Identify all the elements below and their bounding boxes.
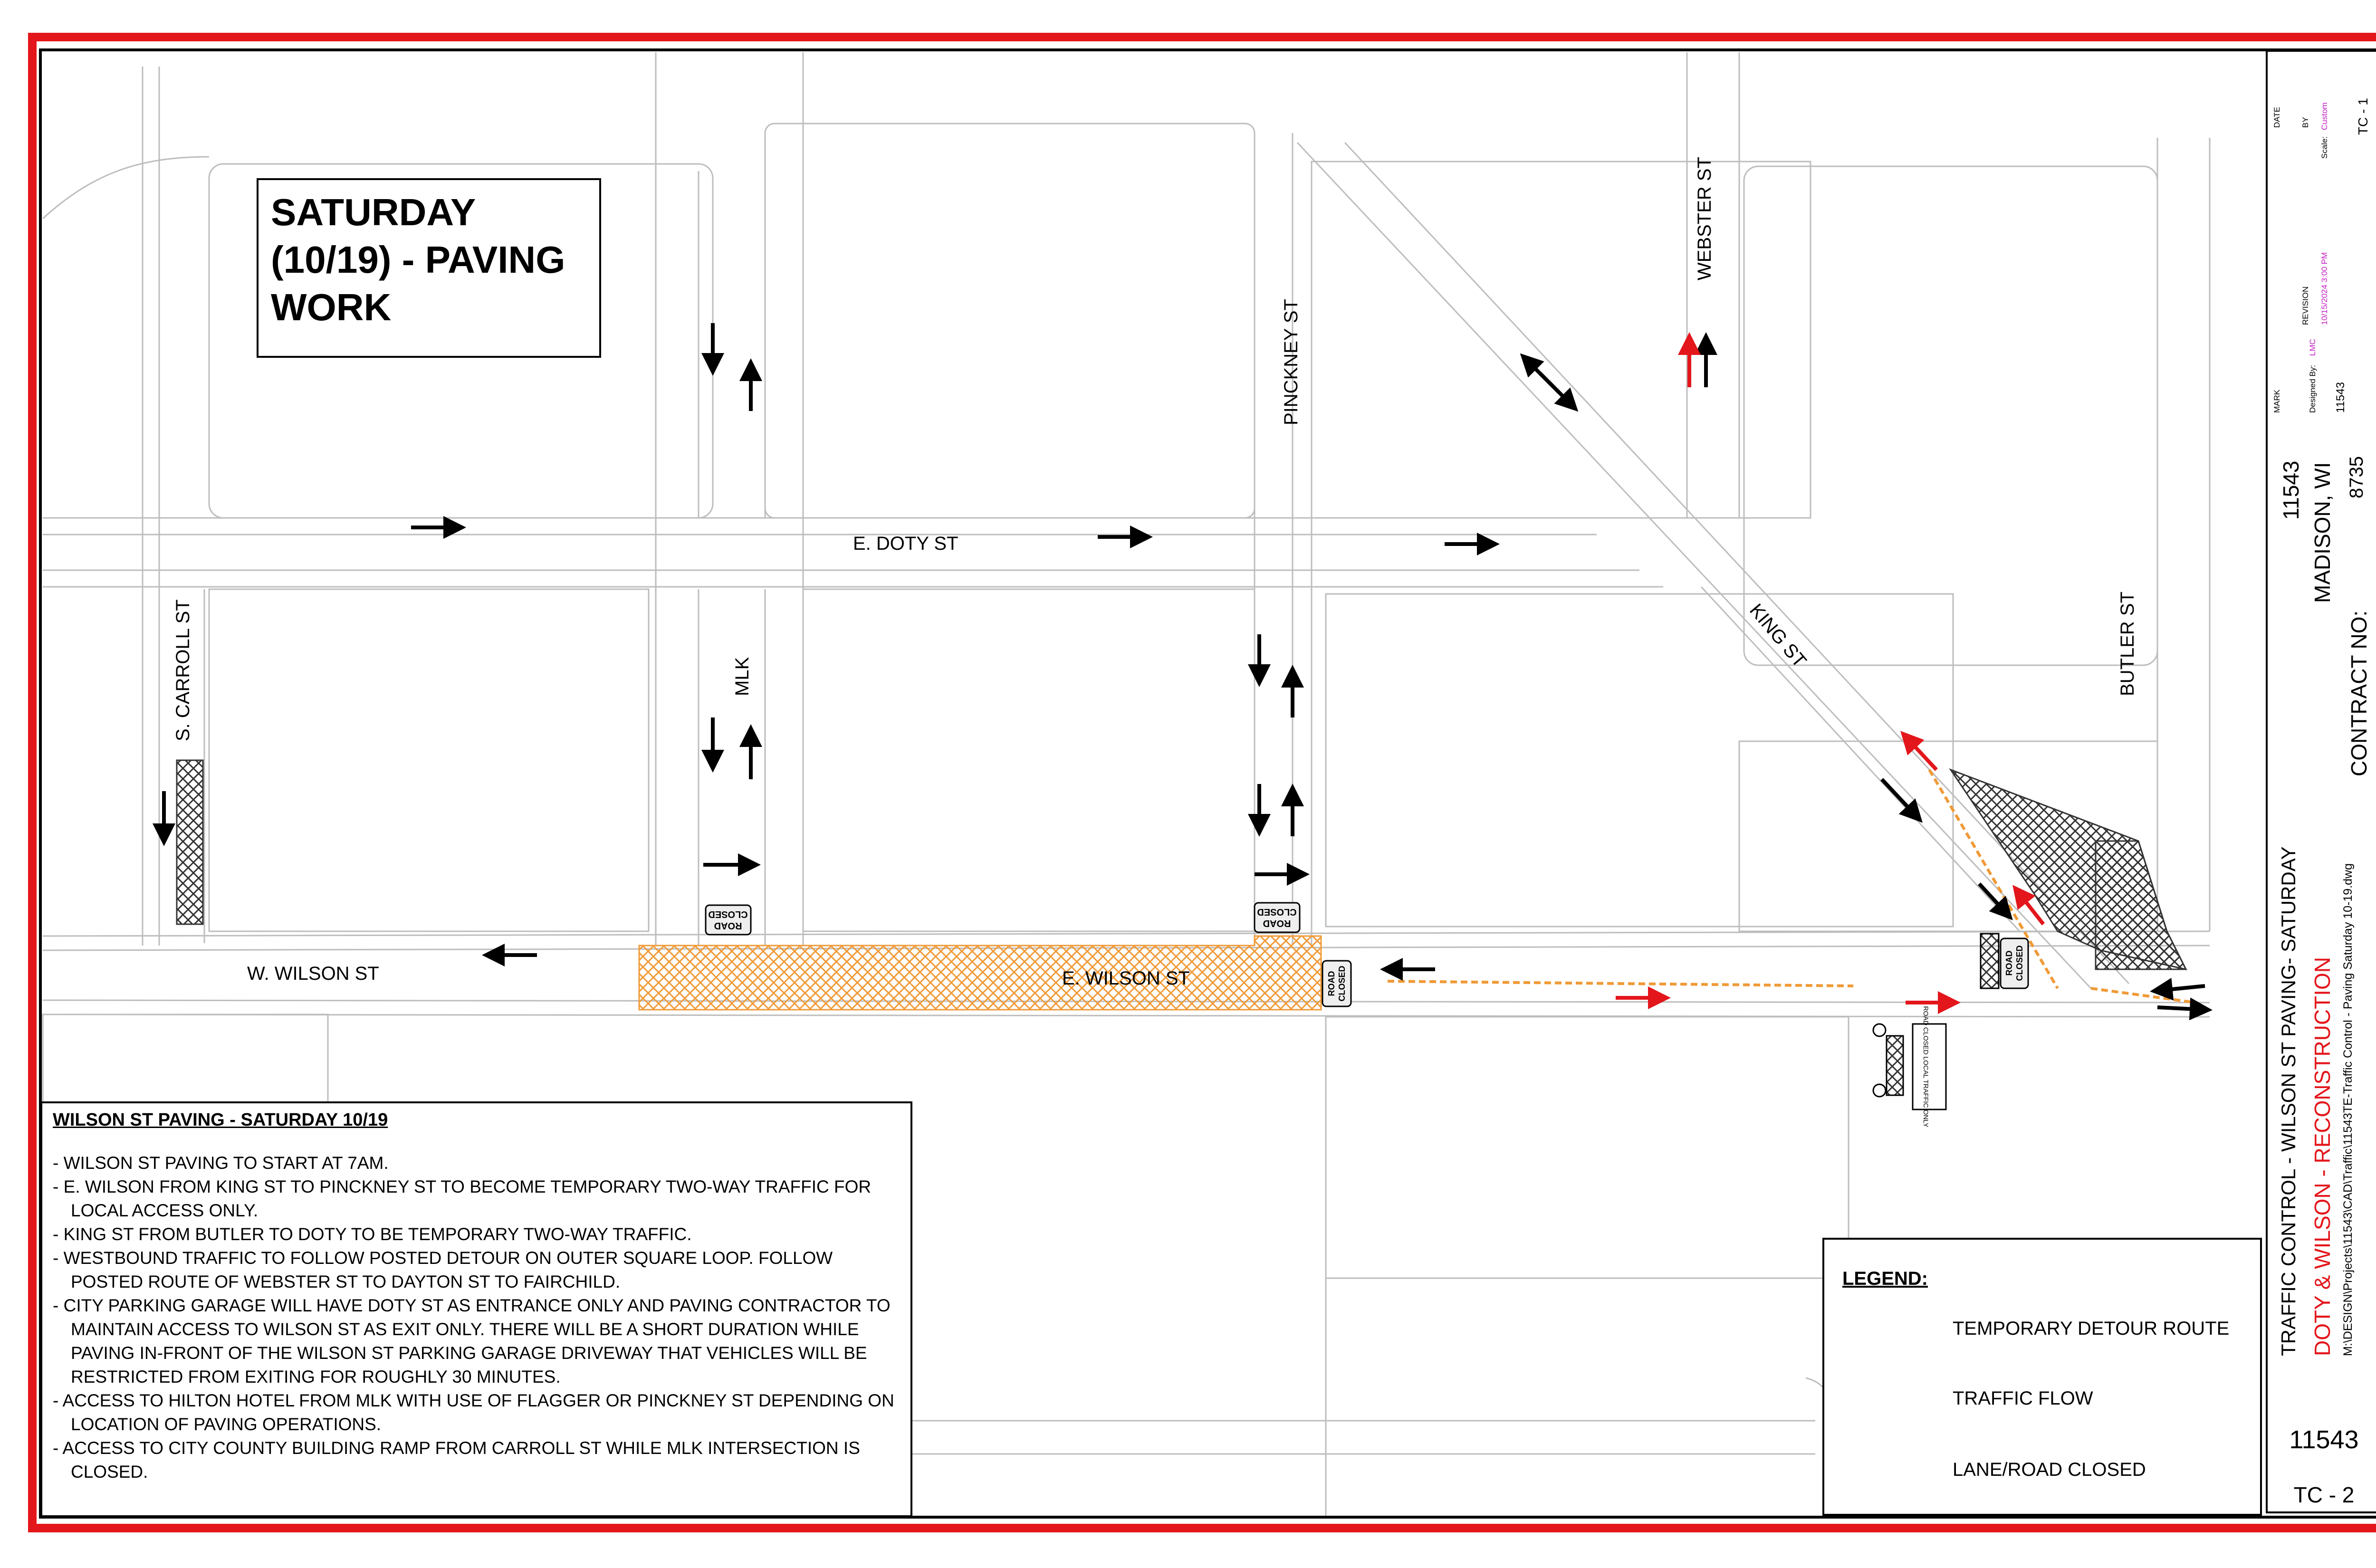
- revision-mark-label: MARK: [2272, 389, 2281, 413]
- street-label-carroll: S. CARROLL ST: [172, 599, 193, 741]
- street-label-webster: WEBSTER ST: [1694, 156, 1715, 280]
- street-label-pinckney: PINCKNEY ST: [1281, 299, 1302, 425]
- barricade-light-icon: [1873, 1084, 1886, 1097]
- flow-arrow-wilson-east-eb: [2157, 1007, 2205, 1010]
- road-closed-sign-e-wilson-text-1: ROAD: [1327, 971, 1336, 996]
- project-title: TRAFFIC CONTROL - WILSON ST PAVING- SATURDAY: [2277, 846, 2299, 1356]
- street-label-w-wilson: W. WILSON ST: [247, 963, 379, 984]
- street-label-butler: BUTLER ST: [2117, 591, 2138, 696]
- revision-label: REVISION: [2301, 286, 2310, 325]
- note-item: - ACCESS TO HILTON HOTEL FROM MLK WITH USE OF FLAGGER OR PINCKNEY ST DEPENDING ON LOCATION OF PAVING OPERATIONS.: [53, 1391, 894, 1434]
- note-item: - KING ST FROM BUTLER TO DOTY TO BE TEMPORARY TWO-WAY TRAFFIC.: [53, 1224, 692, 1244]
- butler-corner-closure: [2096, 841, 2186, 969]
- paving-notes: [40, 1101, 912, 1517]
- project-subtitle: DOTY & WILSON - RECONSTRUCTION: [2310, 957, 2335, 1356]
- project-ref: 11543: [2334, 382, 2347, 413]
- road-closed-sign-pinckney-text-2: CLOSED: [1257, 907, 1297, 917]
- type-iii-barricade-king: [1981, 934, 1999, 988]
- wilson-st-closure-area: [639, 936, 1321, 1010]
- street-label-mlk: MLK: [732, 657, 753, 696]
- title-box: [257, 178, 601, 358]
- note-item: - WILSON ST PAVING TO START AT 7AM.: [53, 1153, 389, 1173]
- title-line-1: SATURDAY: [271, 191, 476, 233]
- road-closed-sign-king-text-2: CLOSED: [2015, 945, 2024, 981]
- road-closed-sign-mlk-text-2: CLOSED: [708, 909, 748, 919]
- detour-arrows: [1616, 340, 2043, 1003]
- road-closed-sign-king-text-1: ROAD: [2004, 950, 2014, 976]
- traffic-flow-arrows: [164, 323, 2205, 1010]
- legend-heading: LEGEND:: [1842, 1268, 1928, 1289]
- note-item: - WESTBOUND TRAFFIC TO FOLLOW POSTED DETOUR ON OUTER SQUARE LOOP. FOLLOW POSTED ROUTE OF WEBSTER ST TO DAYTON ST TO FAIRCHILD.: [53, 1248, 833, 1291]
- road-closed-sign-mlk-text-1: ROAD: [714, 920, 742, 931]
- legend: [1822, 1238, 2262, 1516]
- road-closed-sign-e-wilson-text-2: CLOSED: [1337, 966, 1347, 1002]
- note-item: - E. WILSON FROM KING ST TO PINCKNEY ST TO BECOME TEMPORARY TWO-WAY TRAFFIC FOR LOCAL ACCESS ONLY.: [53, 1177, 872, 1220]
- flow-arrow-king-se-3: [1979, 884, 2008, 915]
- note-item: - ACCESS TO CITY COUNTY BUILDING RAMP FROM CARROLL ST WHILE MLK INTERSECTION IS CLOSED.: [53, 1438, 860, 1482]
- designed-by-value: LMC: [2308, 339, 2317, 356]
- sheet-ref: TC - 1: [2356, 98, 2370, 135]
- title-line-2: (10/19) - PAVING: [271, 239, 565, 281]
- street-label-e-wilson: E. WILSON ST: [1062, 968, 1190, 989]
- flow-arrow-king-nw: [1525, 359, 1559, 392]
- legend-closed-label: LANE/ROAD CLOSED: [1953, 1459, 2146, 1480]
- local-traffic-sign-text: ROAD CLOSED LOCAL TRAFFIC ONLY: [1922, 1006, 1930, 1128]
- drawing-file-path: M:\DESIGN\Projects\11543\CAD\Traffic\11543TE-Traffic Control - Paving Saturday 10-19.dwg: [2341, 863, 2355, 1356]
- carroll-st-closure: [177, 760, 203, 924]
- scale-label: Scale:: [2320, 136, 2329, 159]
- contract-label: CONTRACT NO:: [2347, 610, 2371, 776]
- barricade-light-icon: [1873, 1024, 1886, 1036]
- scale-value: Custom: [2320, 102, 2329, 130]
- type-iii-barricade-local: [1887, 1036, 1903, 1095]
- street-label-e-doty: E. DOTY ST: [853, 533, 958, 554]
- legend-flow-label: TRAFFIC FLOW: [1953, 1388, 2093, 1409]
- title-line-3: WORK: [271, 286, 392, 328]
- notes-heading: WILSON ST PAVING - SATURDAY 10/19: [53, 1110, 388, 1130]
- title-block: [2266, 50, 2376, 1513]
- street-label-king: KING ST: [1745, 600, 1811, 672]
- note-item: - CITY PARKING GARAGE WILL HAVE DOTY ST AS ENTRANCE ONLY AND PAVING CONTRACTOR TO MAINTAIN ACCESS TO WILSON ST AS EXIT ONLY. THERE WILL BE A SHORT DURATION WHILE PAVING IN-FRONT OF THE WILSON ST PARKING GARAGE DRIVEWAY THAT VEHICLES WILL BE RESTRICTED FROM EXITING FOR ROUGHLY 30 MINUTES.: [53, 1296, 891, 1386]
- contract-number: 8735: [2346, 456, 2367, 498]
- date-label: DATE: [2272, 106, 2281, 128]
- designed-by-label: Designed By:: [2308, 364, 2317, 413]
- by-label: BY: [2301, 117, 2310, 128]
- revision-date-value: 10/15/2024 3:00 PM: [2320, 252, 2329, 325]
- sheet-number: 11543: [2289, 1425, 2359, 1454]
- flow-arrow-wilson-east-wb: [2157, 986, 2205, 991]
- project-number: 11543: [2279, 460, 2303, 520]
- road-closed-sign-pinckney-text-1: ROAD: [1263, 918, 1291, 928]
- project-city: MADISON, WI: [2310, 462, 2335, 603]
- sheet-id: TC - 2: [2293, 1482, 2355, 1507]
- legend-detour-label: TEMPORARY DETOUR ROUTE: [1953, 1318, 2230, 1339]
